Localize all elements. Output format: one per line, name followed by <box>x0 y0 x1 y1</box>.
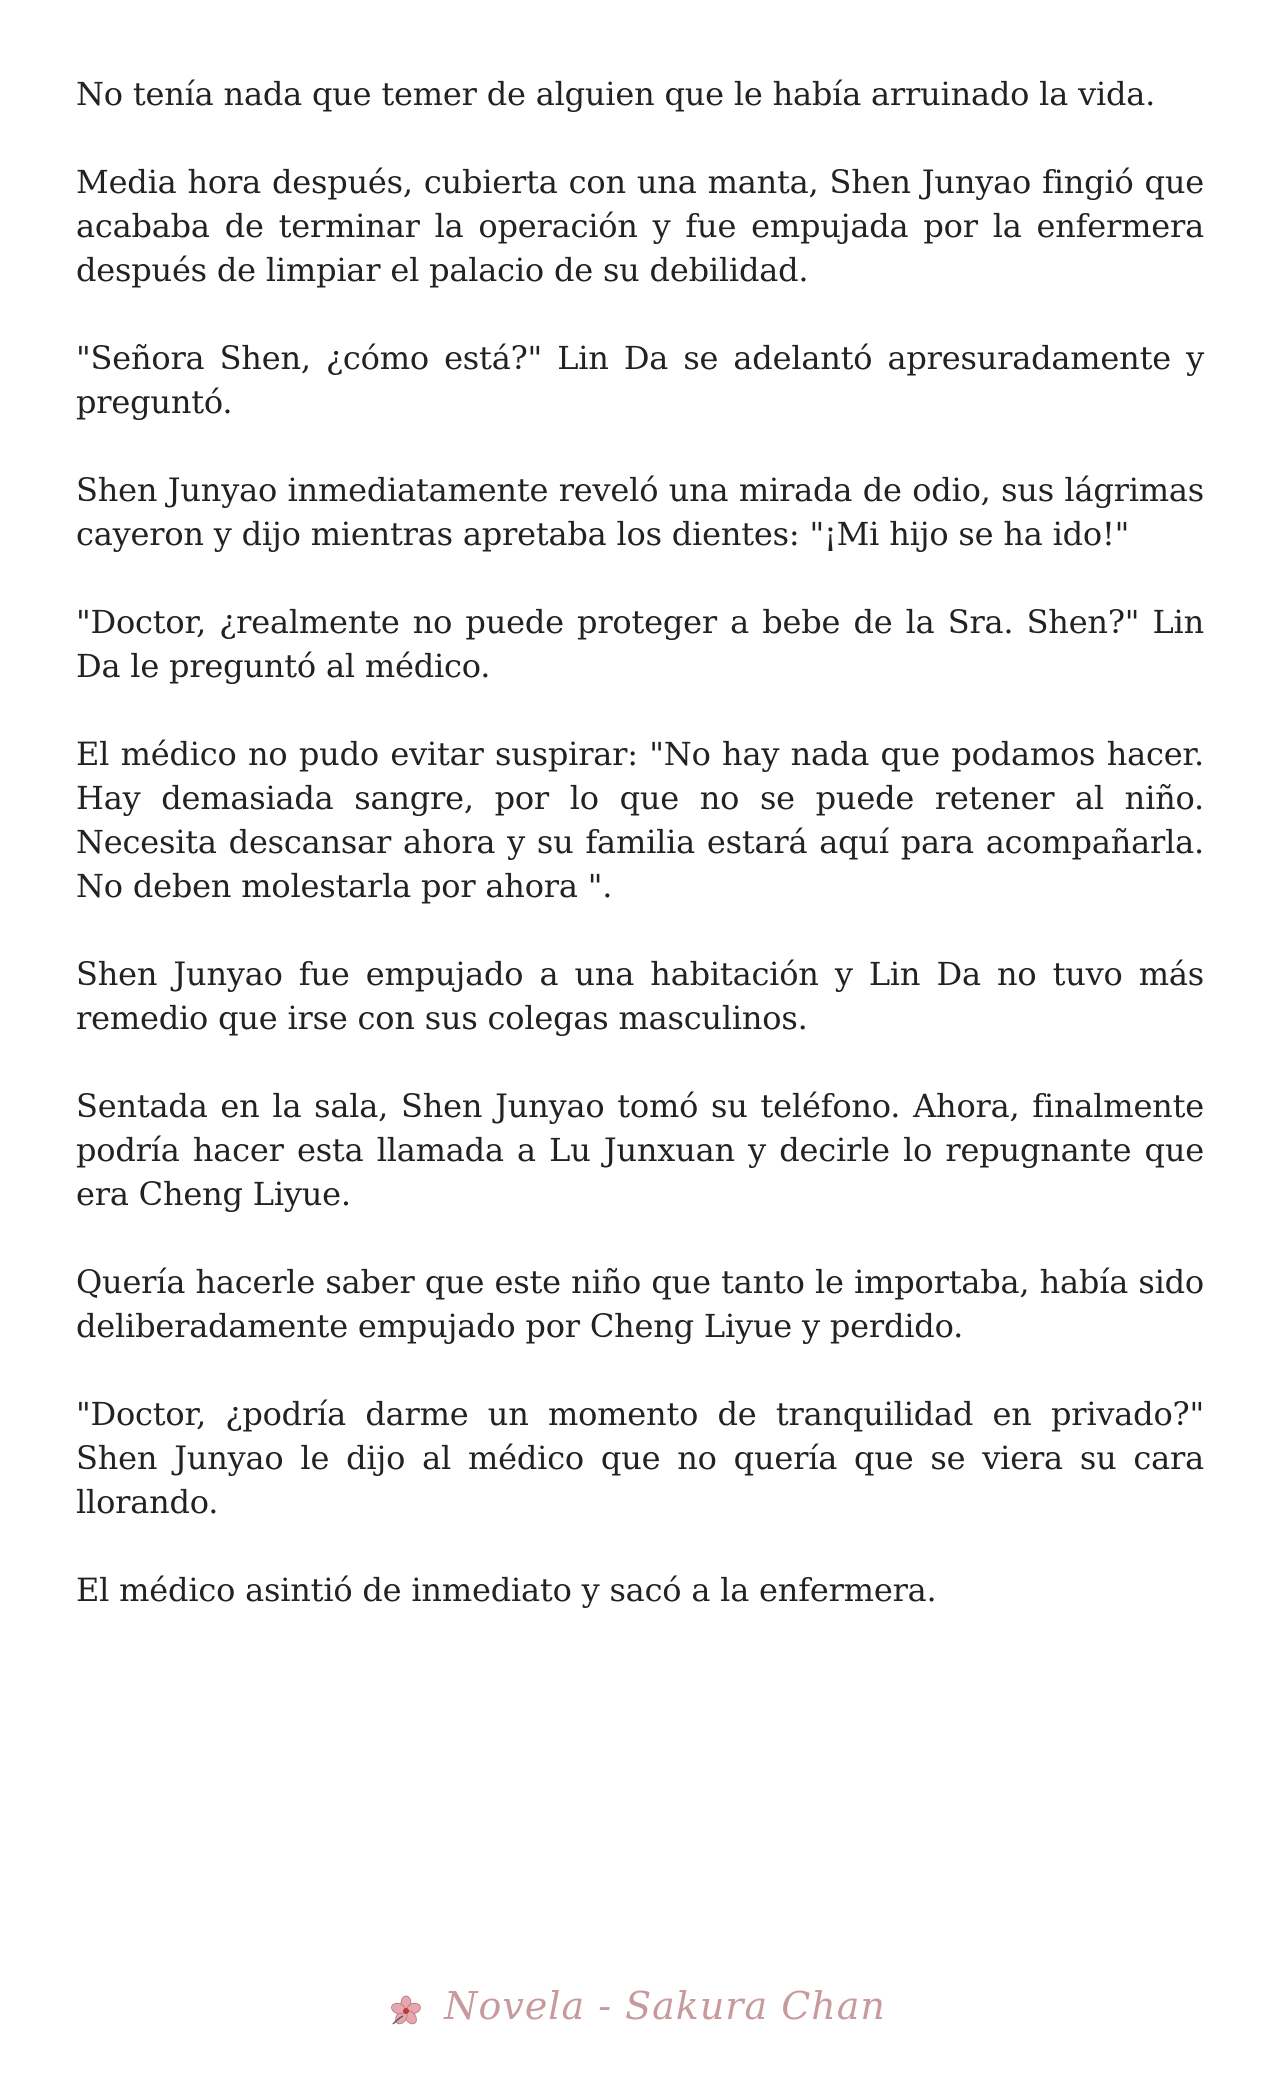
document-body <box>76 72 1204 1656</box>
paragraph-10: "Doctor, ¿podría darme un momento de tranquilidad en privado?" Shen Junyao le dijo al médico que no quería que se viera su cara llorando. <box>76 1395 1204 1521</box>
paragraph-7: Shen Junyao fue empujado a una habitación y Lin Da no tuvo más remedio que irse con sus colegas masculinos. <box>76 955 1204 1037</box>
watermark-text: Novela - Sakura Chan <box>444 1984 886 2028</box>
paragraph-3: "Señora Shen, ¿cómo está?" Lin Da se adelantó apresuradamente y preguntó. <box>76 339 1204 421</box>
sakura-flower-icon <box>389 1993 423 2027</box>
paragraph-6: El médico no pudo evitar suspirar: "No hay nada que podamos hacer. Hay demasiada sangre, por lo que no se puede retener al niño. Necesita descansar ahora y su familia estará aquí para acompañarla. No deben molestarla por ahora ". <box>76 735 1204 905</box>
paragraph-5: "Doctor, ¿realmente no puede proteger a bebe de la Sra. Shen?" Lin Da le preguntó al médico. <box>76 603 1204 685</box>
paragraph-2: Media hora después, cubierta con una manta, Shen Junyao fingió que acababa de terminar la operación y fue empujada por la enfermera después de limpiar el palacio de su debilidad. <box>76 163 1204 289</box>
paragraph-11: El médico asintió de inmediato y sacó a la enfermera. <box>76 1571 937 1609</box>
paragraph-9: Quería hacerle saber que este niño que tanto le importaba, había sido deliberadamente empujado por Cheng Liyue y perdido. <box>76 1263 1204 1345</box>
watermark <box>0 1984 1275 2028</box>
paragraph-1: No tenía nada que temer de alguien que le había arruinado la vida. <box>76 75 1156 113</box>
paragraph-4: Shen Junyao inmediatamente reveló una mirada de odio, sus lágrimas cayeron y dijo mientras apretaba los dientes: "¡Mi hijo se ha ido!" <box>76 471 1204 553</box>
paragraph-8: Sentada en la sala, Shen Junyao tomó su teléfono. Ahora, finalmente podría hacer esta llamada a Lu Junxuan y decirle lo repugnante que era Cheng Liyue. <box>76 1087 1204 1213</box>
